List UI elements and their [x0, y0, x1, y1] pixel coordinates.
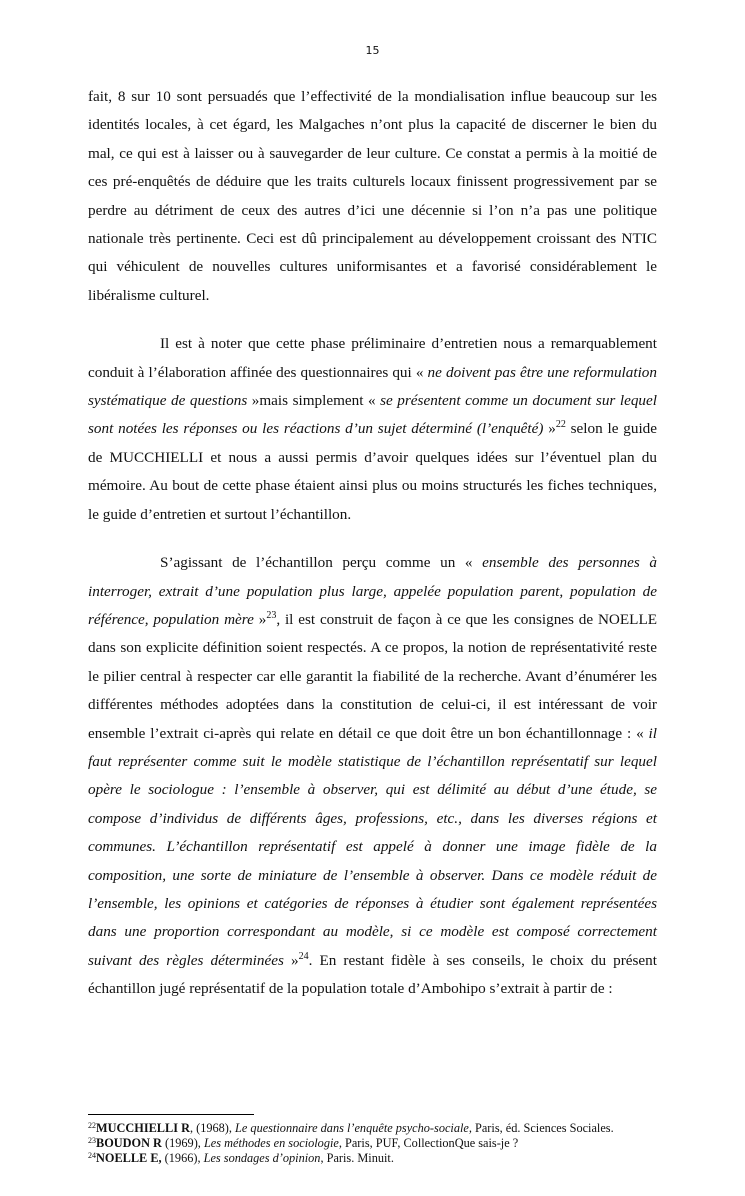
text-segment: , il est construit de façon à ce que les consignes de NOELLE dans son explicite définition soient respectés. A ce propos, la notion de représentativité reste le pilier central à respecter car elle garantit la fiabilité de la recherche. Avant d’énumérer les différentes méthodes adoptées dans la constitution de celui-ci, il est intéressant de voir ensemble l’extrait ci-après qui relate en détail ce que doit être un bon échantillonnage : « [88, 610, 658, 742]
footnote-author: BOUDON R [96, 1135, 162, 1150]
footnote-year: , (1968), [189, 1120, 236, 1135]
text-segment: fait, 8 sur 10 sont persuadés que l’effectivité de la mondialisation influe beaucoup sur les identités locales, à cet égard, les Malgaches n’ont plus la capacité de discerner le bien du mal, ce qui est à laisser ou à sauvegarder de leur culture. Ce constat a permis à la moitié de ces pré-enquêtés de déduire que les traits culturels locaux finissent progressivement par se perdre au détriment de ceux des autres d’ici une décennie si l’on n’a pas une politique nationale très pertinente. Ceci est dû principalement au développement croissant des NTIC qui véhiculent de nouvelles cultures uniformisantes et a favorisé considérablement le libéralisme culturel. [88, 88, 657, 304]
text-segment: S’agissant de l’échantillon perçu comme un « [160, 554, 483, 572]
footnote-publisher: , Paris, PUF, CollectionQue sais-je ? [338, 1135, 519, 1150]
paragraph [88, 330, 657, 529]
page-number: 15 [365, 44, 380, 57]
footnote-reference: 23 [266, 609, 277, 621]
quotation-text: il faut représenter comme suit le modèle statistique de l’échantillon représentatif sur lequel opère le sociologue : l’ensemble à observer, qui est délimité au début d’une étude, se compose d’individus de différents âges, professions, etc., dans les diverses régions et communes. L’échantillon représentatif est appelé à donner une image fidèle de la composition, une sorte de miniature de l’ensemble à observer. Dans ce modèle réduit de l’ensemble, les opinions et catégories de réponses à étudier sont également représentées dans une proportion correspondant au modèle, si ce modèle est composé correctement suivant des règles déterminées [88, 724, 657, 969]
footnote-number: 23 [88, 1135, 96, 1145]
quotation-text: ne doivent pas être une reformulation systématique de questions [88, 363, 657, 410]
footnote-number: 22 [88, 1120, 96, 1130]
footnote-reference: 24 [298, 950, 309, 962]
text-segment: »mais simplement « [247, 392, 381, 410]
paragraph [88, 83, 657, 310]
footnote-22 [88, 1121, 688, 1136]
footnote-author: MUCCHIELLI R [96, 1120, 190, 1135]
footnote-title: Le questionnaire dans l’enquête psycho-sociale, [235, 1120, 472, 1135]
footnote-reference: 22 [555, 419, 566, 431]
footnote-24 [88, 1151, 688, 1166]
text-segment: Il est à noter que cette phase préliminaire d’entretien nous a remarquablement conduit à l’élaboration affinée des questionnaires qui « [88, 335, 657, 381]
quotation-text: ensemble des personnes à interroger, extrait d’une population plus large, appelée population parent, population de référence, population mère [88, 554, 658, 628]
body-text [88, 83, 657, 1004]
page-content [88, 0, 657, 1196]
footnote-23 [88, 1136, 688, 1151]
text-segment: selon le guide de MUCCHIELLI et nous a aussi permis d’avoir quelques idées sur l’éventuel plan du mémoire. Au bout de cette phase étaient ainsi plus ou moins structurés les fiches techniques, le guide d’entretien et surtout l’échantillon. [88, 420, 658, 523]
text-segment: . En restant fidèle à ses conseils, le choix du présent échantillon jugé représentatif de la population totale d’Ambohipo s’extrait à partir de : [88, 951, 657, 998]
footnote-publisher: Paris, éd. Sciences Sociales. [471, 1120, 614, 1135]
text-segment: » [283, 951, 299, 969]
text-segment: » [543, 420, 556, 438]
footnote-title: Les sondages d’opinion [203, 1151, 321, 1165]
text-segment: » [253, 610, 267, 628]
paragraph [88, 549, 657, 1004]
footnote-publisher: , Paris. Minuit. [320, 1151, 394, 1165]
footnote-year: (1966), [161, 1151, 204, 1165]
footnotes [88, 1121, 688, 1167]
quotation-text: se présentent comme un document sur lequel sont notées les réponses ou les réactions d’un sujet déterminé (l’enquêté) [88, 392, 657, 438]
footnote-separator [88, 1114, 254, 1115]
footnote-author: NOELLE E, [96, 1151, 162, 1165]
footnote-title: Les méthodes en sociologie [203, 1135, 339, 1150]
footnote-number: 24 [88, 1151, 96, 1160]
footnote-year: (1969), [161, 1135, 204, 1150]
